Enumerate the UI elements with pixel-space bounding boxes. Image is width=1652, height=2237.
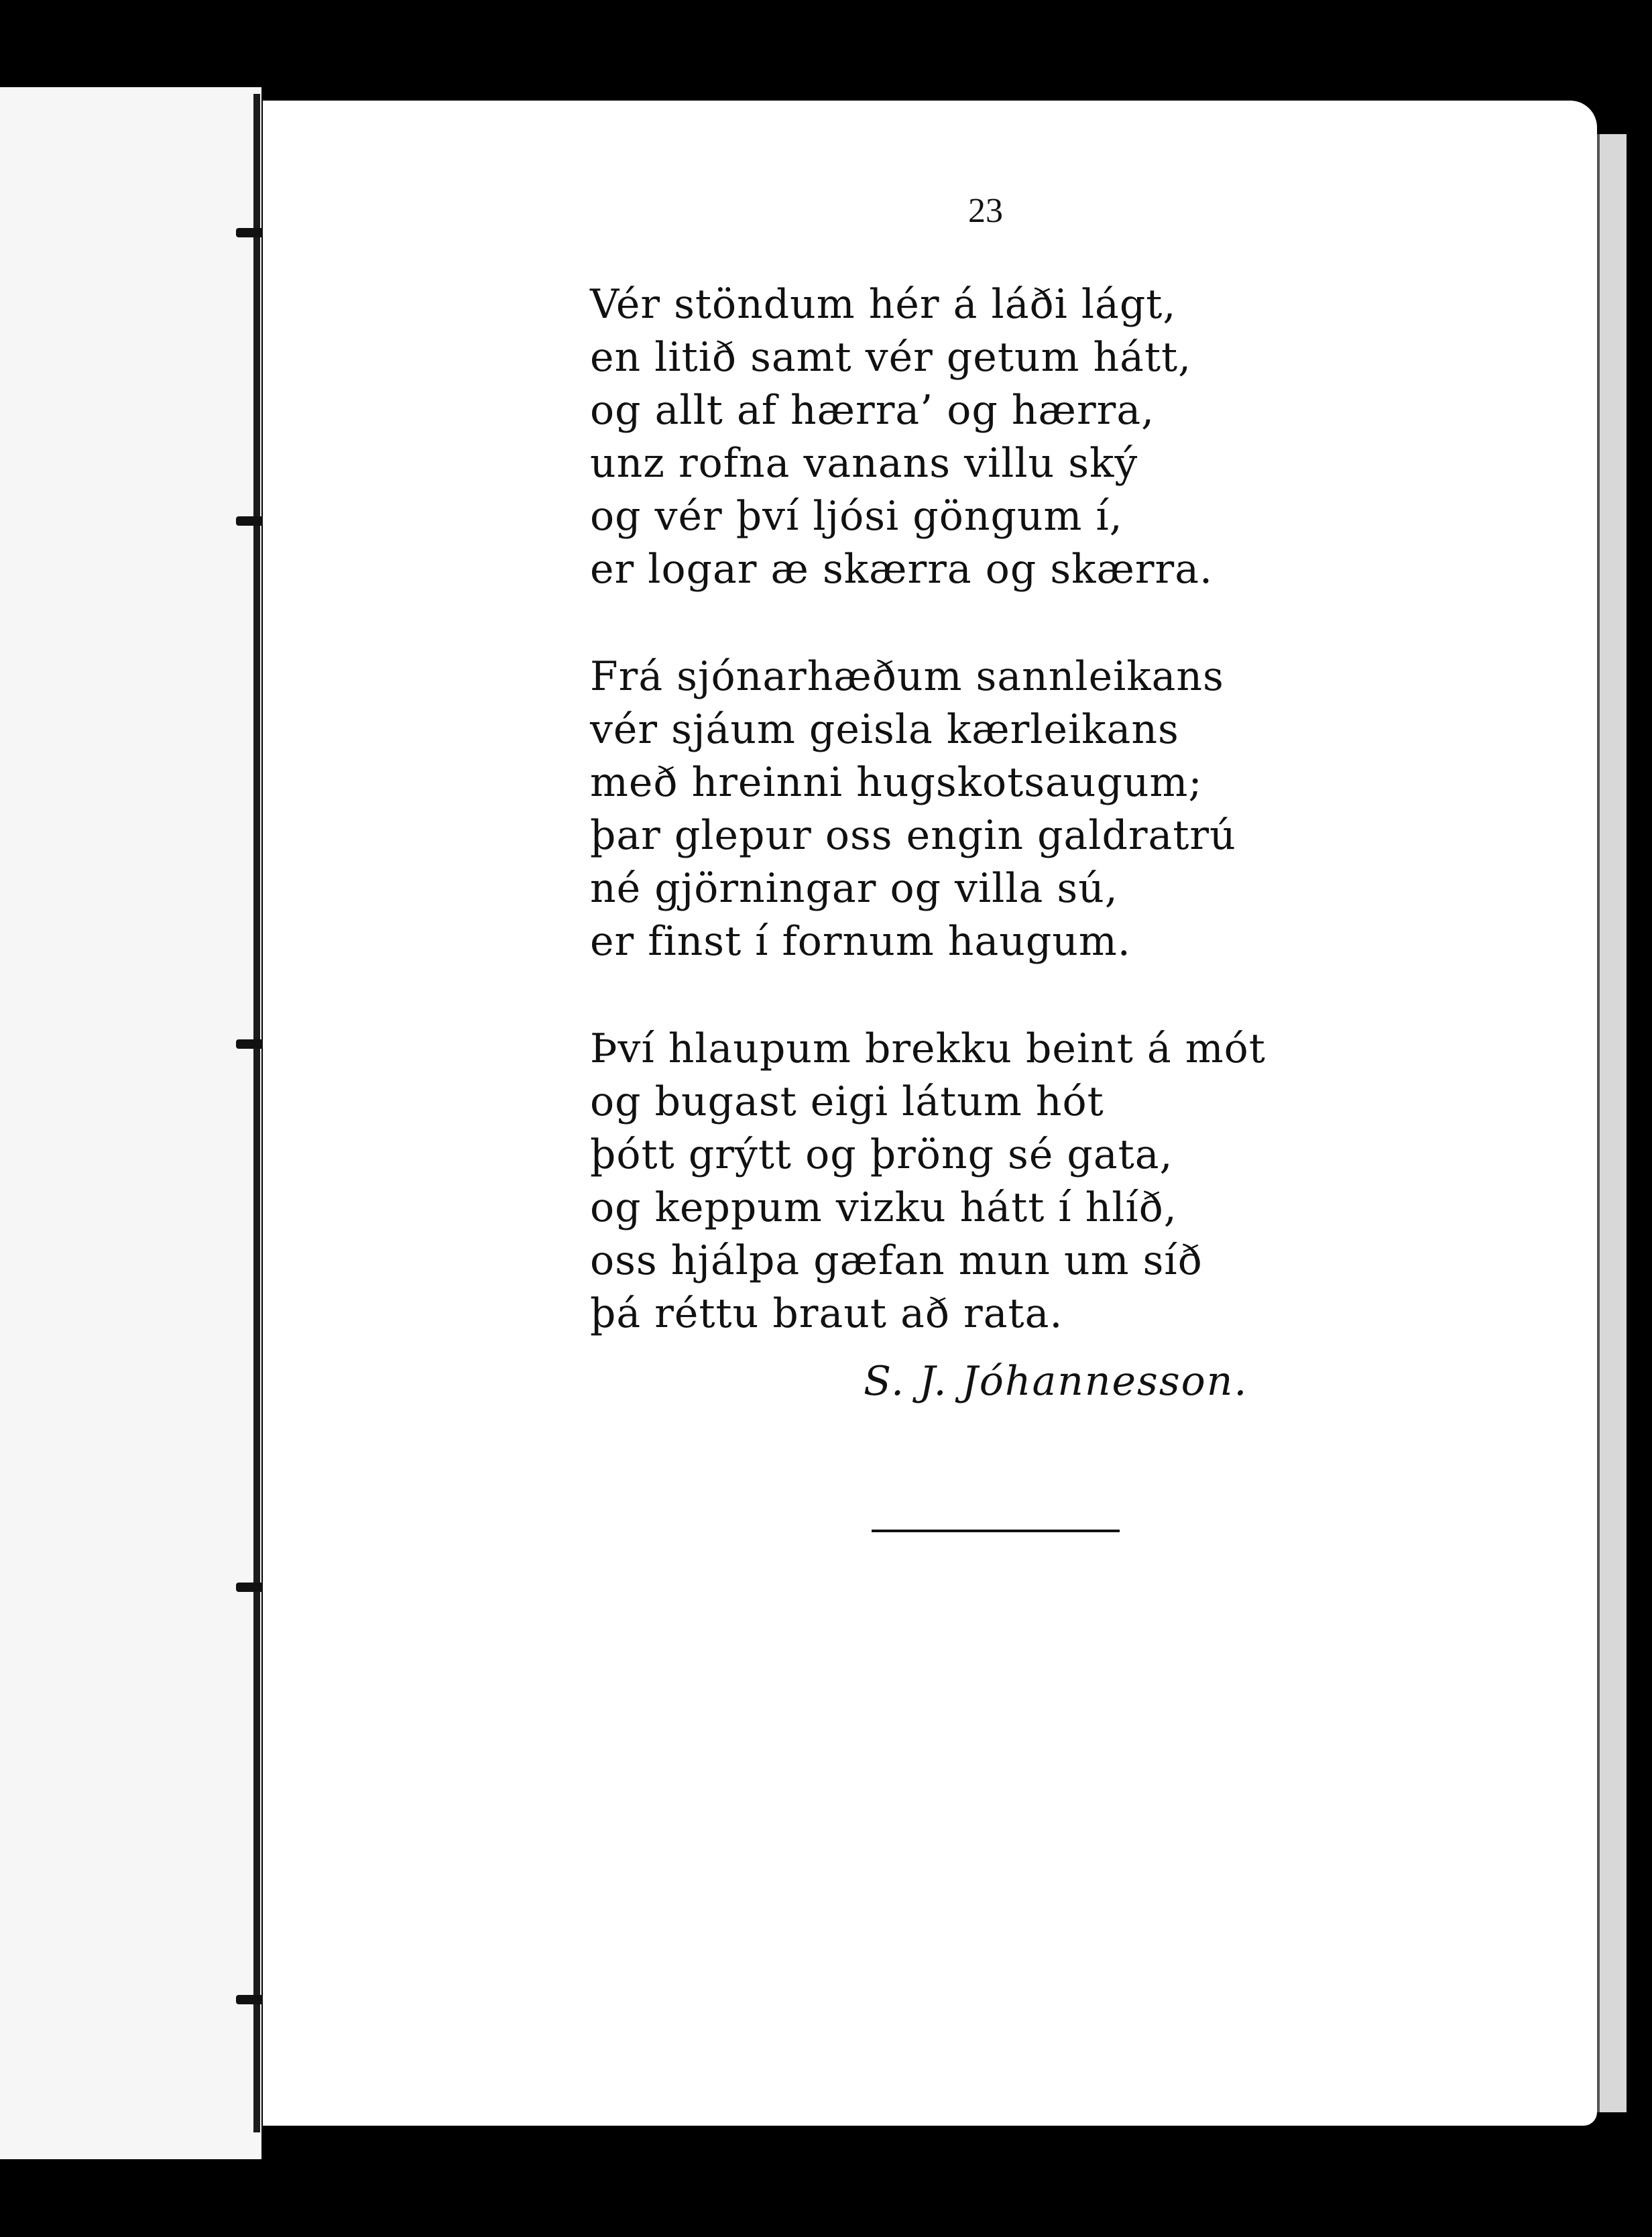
poem-line: unz rofna vanans villu ský	[590, 440, 1138, 487]
poem-line: og keppum vizku hátt í hlíð,	[590, 1184, 1177, 1231]
poem-stanza-1	[590, 278, 1395, 596]
poem-line: og allt af hærra’ og hærra,	[590, 387, 1155, 434]
poem-line: með hreinni hugskotsaugum;	[590, 759, 1203, 806]
poem-line: er finst í fornum haugum.	[590, 918, 1131, 965]
poem-stanza-2	[590, 650, 1395, 968]
poem-stanza-3	[590, 1023, 1395, 1340]
poem-line: þótt grýtt og þröng sé gata,	[590, 1131, 1173, 1178]
binding-gutter	[253, 94, 260, 2132]
poem-line: né gjörningar og villa sú,	[590, 865, 1118, 912]
facing-page-edge	[0, 87, 261, 2159]
poem-line: er logar æ skærra og skærra.	[590, 546, 1214, 593]
poem-line: oss hjálpa gæfan mun um síð	[590, 1237, 1203, 1284]
page-number: 23	[968, 192, 1003, 230]
poem-line: þar glepur oss engin galdratrú	[590, 812, 1236, 859]
poem-line: en litið samt vér getum hátt,	[590, 334, 1192, 381]
poem-line: þá réttu braut að rata.	[590, 1290, 1063, 1337]
poem-line: Vér stöndum hér á láði lágt,	[590, 281, 1177, 328]
poem-line: og vér því ljósi göngum í,	[590, 493, 1123, 540]
poem-line: Frá sjónarhæðum sannleikans	[590, 653, 1224, 700]
poem-line: Því hlaupum brekku beint á mót	[590, 1025, 1266, 1072]
poem-line: vér sjáum geisla kærleikans	[590, 706, 1179, 753]
page-stack-edge	[1597, 134, 1627, 2112]
poem-line: og bugast eigi látum hót	[590, 1078, 1104, 1125]
section-divider	[872, 1530, 1120, 1532]
author-signature: S. J. Jóhannesson.	[864, 1358, 1248, 1405]
